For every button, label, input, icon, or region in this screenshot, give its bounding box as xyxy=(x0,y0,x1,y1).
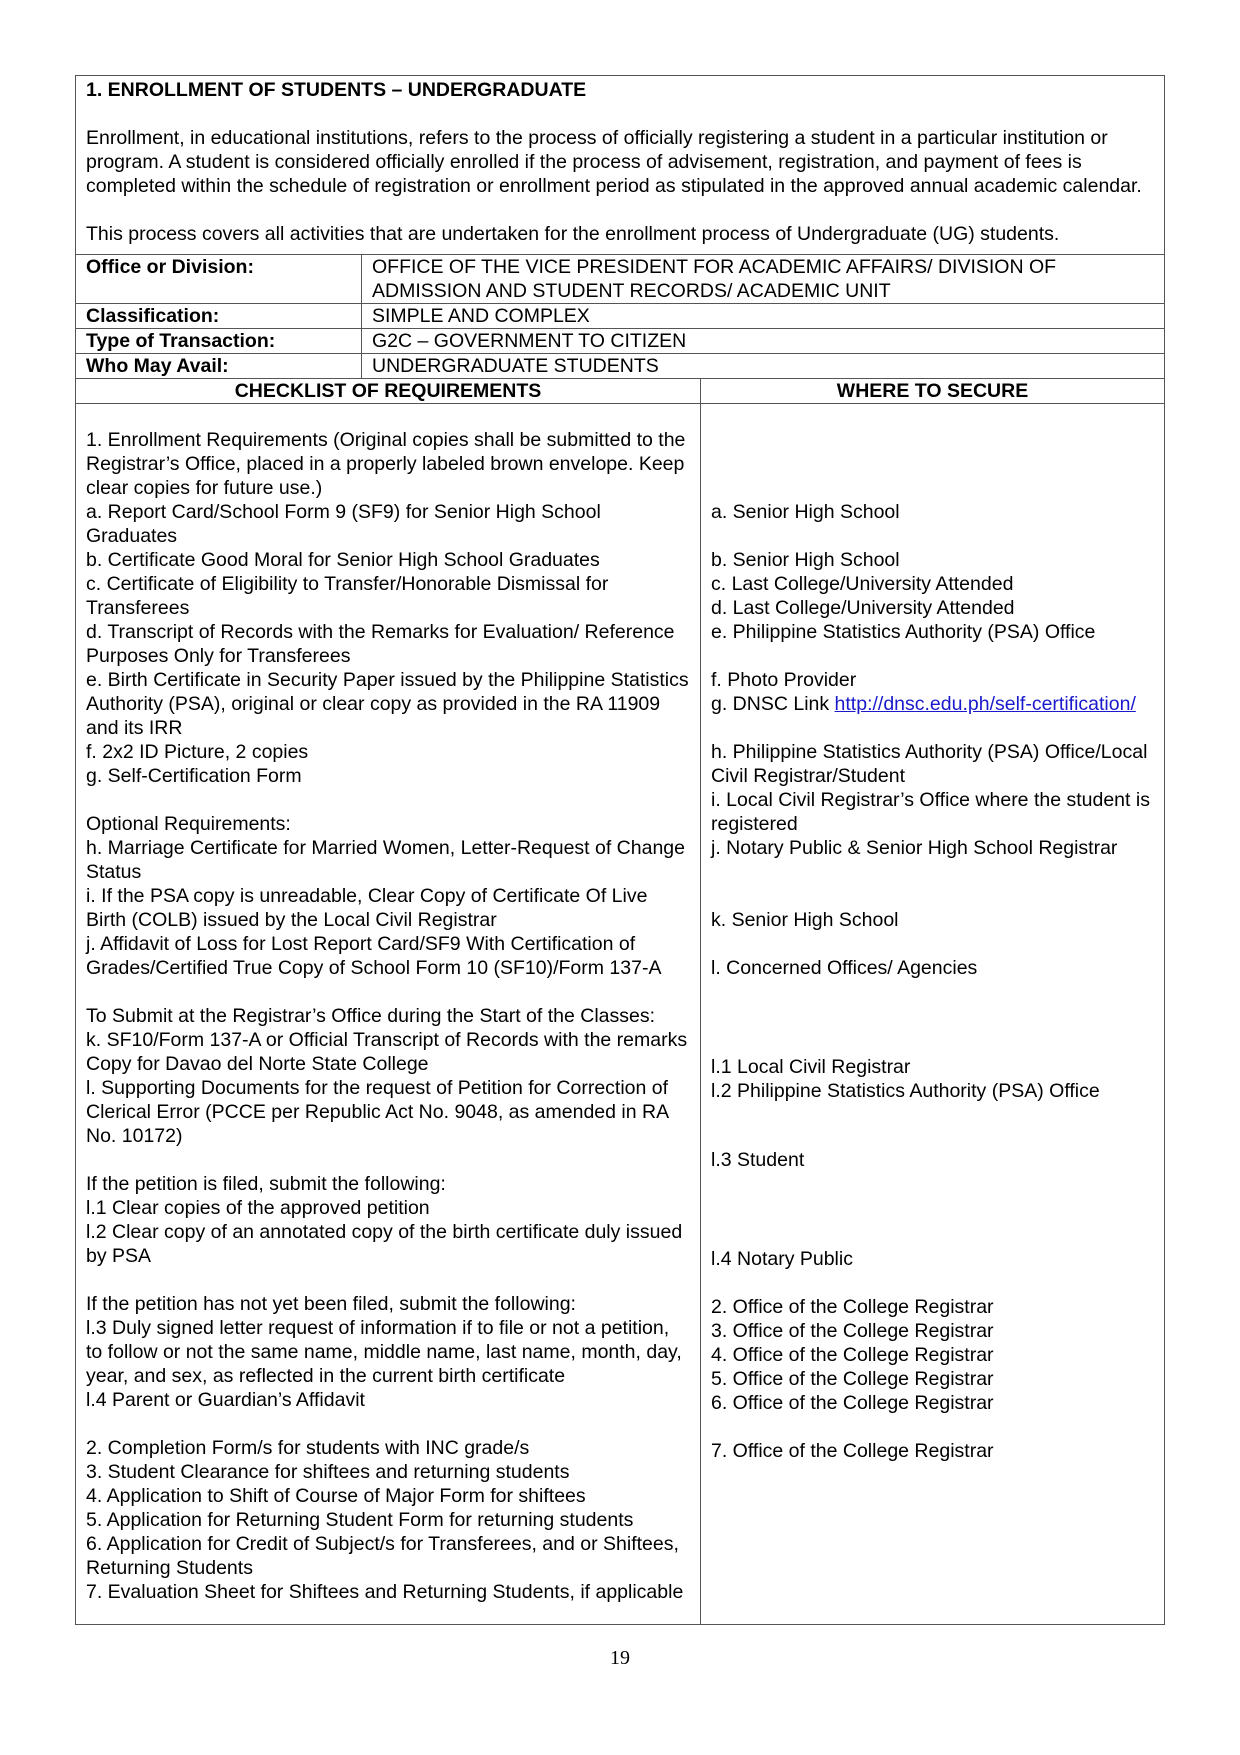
requirement-item: k. SF10/Form 137-A or Official Transcript of Records with the remarks Copy for Davao del Norte State College xyxy=(86,1029,693,1075)
requirements-row xyxy=(76,404,1165,1625)
requirement-subheading: Optional Requirements: xyxy=(86,813,291,835)
spacer xyxy=(711,980,1154,1004)
info-label: Type of Transaction: xyxy=(76,329,362,354)
source-item: f. Photo Provider xyxy=(711,669,857,691)
spacer xyxy=(86,980,690,1004)
where-to-secure-header: WHERE TO SECURE xyxy=(701,379,1165,404)
source-item: k. Senior High School xyxy=(711,909,899,931)
document-page xyxy=(75,75,1164,1625)
source-item: 3. Office of the College Registrar xyxy=(711,1320,994,1342)
page-number: 19 xyxy=(610,1647,630,1669)
source-item: l.1 Local Civil Registrar xyxy=(711,1056,911,1078)
spacer xyxy=(711,884,1154,908)
requirement-item: j. Affidavit of Loss for Lost Report Card/SF9 With Certification of Grades/Certified True Copy of School Form 10 (SF10)/Form 137-A xyxy=(86,933,662,979)
info-row-classification xyxy=(76,304,1165,329)
source-item: 7. Office of the College Registrar xyxy=(711,1440,994,1462)
spacer xyxy=(711,476,1154,500)
source-item: i. Local Civil Registrar’s Office where the student is registered xyxy=(711,789,1156,835)
requirements-header-row xyxy=(76,379,1165,404)
spacer xyxy=(86,1148,690,1172)
spacer xyxy=(711,932,1154,956)
source-item: b. Senior High School xyxy=(711,549,900,571)
requirement-item: f. 2x2 ID Picture, 2 copies xyxy=(86,741,309,763)
source-item: l.4 Notary Public xyxy=(711,1248,853,1270)
requirement-item: b. Certificate Good Moral for Senior High School Graduates xyxy=(86,549,600,571)
requirement-item: 5. Application for Returning Student Form for returning students xyxy=(86,1509,634,1531)
requirements-column xyxy=(76,404,701,1625)
requirement-item: l.4 Parent or Guardian’s Affidavit xyxy=(86,1389,365,1411)
spacer xyxy=(711,428,1154,452)
requirement-item: l.3 Duly signed letter request of information if to file or not a petition, to follow or not the same name, middle name, last name, month, day, year, and sex, as reflected in the current birth certificate xyxy=(86,1317,688,1387)
spacer xyxy=(711,1004,1154,1028)
info-value: G2C – GOVERNMENT TO CITIZEN xyxy=(362,329,1165,354)
requirement-item: g. Self-Certification Form xyxy=(86,765,302,787)
requirement-item: 4. Application to Shift of Course of Major Form for shiftees xyxy=(86,1485,586,1507)
spacer xyxy=(711,1103,1154,1127)
intro-row xyxy=(76,76,1165,255)
source-item: l.3 Student xyxy=(711,1149,805,1171)
source-item: j. Notary Public & Senior High School Registrar xyxy=(711,837,1118,859)
requirement-item: l.2 Clear copy of an annotated copy of the birth certificate duly issued by PSA xyxy=(86,1221,688,1267)
requirement-item: 6. Application for Credit of Subject/s for Transferees, and or Shiftees, Returning Students xyxy=(86,1533,685,1579)
source-item: d. Last College/University Attended xyxy=(711,597,1015,619)
spacer xyxy=(711,860,1154,884)
source-item: l. Concerned Offices/ Agencies xyxy=(711,957,978,979)
info-value: SIMPLE AND COMPLEX xyxy=(362,304,1165,329)
spacer xyxy=(711,1220,1154,1244)
source-item: l.2 Philippine Statistics Authority (PSA) Office xyxy=(711,1080,1100,1102)
info-value: UNDERGRADUATE STUDENTS xyxy=(362,354,1165,379)
source-item: 4. Office of the College Registrar xyxy=(711,1344,994,1366)
citizen-charter-table xyxy=(75,75,1165,1625)
requirement-item: i. If the PSA copy is unreadable, Clear Copy of Certificate Of Live Birth (COLB) issued by the Local Civil Registrar xyxy=(86,885,653,931)
source-item: 2. Office of the College Registrar xyxy=(711,1296,994,1318)
requirement-item: c. Certificate of Eligibility to Transfer/Honorable Dismissal for Transferees xyxy=(86,573,614,619)
source-item: 6. Office of the College Registrar xyxy=(711,1392,994,1414)
self-certification-link[interactable]: http://dnsc.edu.ph/self-certification/ xyxy=(834,693,1136,715)
spacer xyxy=(711,452,1154,476)
checklist-header: CHECKLIST OF REQUIREMENTS xyxy=(76,379,701,404)
where-to-secure-column xyxy=(701,404,1165,1625)
info-row-office xyxy=(76,255,1165,304)
requirement-subheading: To Submit at the Registrar’s Office during the Start of the Classes: xyxy=(86,1005,656,1027)
intro-cell xyxy=(76,76,1165,255)
source-item: a. Senior High School xyxy=(711,501,900,523)
info-row-transaction xyxy=(76,329,1165,354)
spacer xyxy=(711,644,1154,668)
spacer xyxy=(86,1412,690,1436)
spacer xyxy=(711,1172,1154,1196)
spacer xyxy=(86,788,690,812)
info-label: Who May Avail: xyxy=(76,354,362,379)
spacer xyxy=(86,1268,690,1292)
source-item: e. Philippine Statistics Authority (PSA) Office xyxy=(711,621,1096,643)
section-scope: This process covers all activities that are undertaken for the enrollment process of Undergraduate (UG) students. xyxy=(86,223,1060,245)
info-label: Office or Division: xyxy=(76,255,362,304)
section-description: Enrollment, in educational institutions, refers to the process of officially registering a student in a particular institution or program. A student is considered officially enrolled if the process of advisement, registration, and payment of fees is completed within the schedule of registration or enrollment period as stipulated in the approved annual academic calendar. xyxy=(86,127,1142,197)
spacer xyxy=(711,524,1154,548)
requirement-item: 3. Student Clearance for shiftees and returning students xyxy=(86,1461,570,1483)
requirement-item: h. Marriage Certificate for Married Women, Letter-Request of Change Status xyxy=(86,837,691,883)
requirement-item: 1. Enrollment Requirements (Original copies shall be submitted to the Registrar’s Office, placed in a properly labeled brown envelope. Keep clear copies for future use.) xyxy=(86,429,691,499)
spacer xyxy=(711,1415,1154,1439)
spacer xyxy=(711,1028,1154,1052)
requirement-item: e. Birth Certificate in Security Paper issued by the Philippine Statistics Authority (PSA), original or clear copy as provided in the RA 11909 and its IRR xyxy=(86,669,693,739)
requirement-item: 7. Evaluation Sheet for Shiftees and Returning Students, if applicable xyxy=(86,1581,684,1603)
source-item-with-link xyxy=(711,692,1154,716)
spacer xyxy=(711,1196,1154,1220)
spacer xyxy=(711,716,1154,740)
requirement-item: a. Report Card/School Form 9 (SF9) for Senior High School Graduates xyxy=(86,501,607,547)
requirement-item: l.1 Clear copies of the approved petition xyxy=(86,1197,430,1219)
info-label: Classification: xyxy=(76,304,362,329)
requirement-item: l. Supporting Documents for the request of Petition for Correction of Clerical Error (PCCE per Republic Act No. 9048, as amended in RA No. 10172) xyxy=(86,1077,674,1147)
section-title: 1. ENROLLMENT OF STUDENTS – UNDERGRADUATE xyxy=(86,79,587,101)
requirement-subheading: If the petition has not yet been filed, submit the following: xyxy=(86,1293,576,1315)
source-item: h. Philippine Statistics Authority (PSA) Office/Local Civil Registrar/Student xyxy=(711,741,1153,787)
requirement-item: d. Transcript of Records with the Remarks for Evaluation/ Reference Purposes Only for Transferees xyxy=(86,621,680,667)
source-item: c. Last College/University Attended xyxy=(711,573,1014,595)
info-row-who-may-avail xyxy=(76,354,1165,379)
requirement-item: 2. Completion Form/s for students with INC grade/s xyxy=(86,1437,530,1459)
source-prefix: g. DNSC Link xyxy=(711,693,835,715)
info-value: OFFICE OF THE VICE PRESIDENT FOR ACADEMIC AFFAIRS/ DIVISION OF ADMISSION AND STUDENT RECORDS/ ACADEMIC UNIT xyxy=(362,255,1165,304)
spacer xyxy=(711,1271,1154,1295)
source-item: 5. Office of the College Registrar xyxy=(711,1368,994,1390)
requirement-subheading: If the petition is filed, submit the following: xyxy=(86,1173,446,1195)
